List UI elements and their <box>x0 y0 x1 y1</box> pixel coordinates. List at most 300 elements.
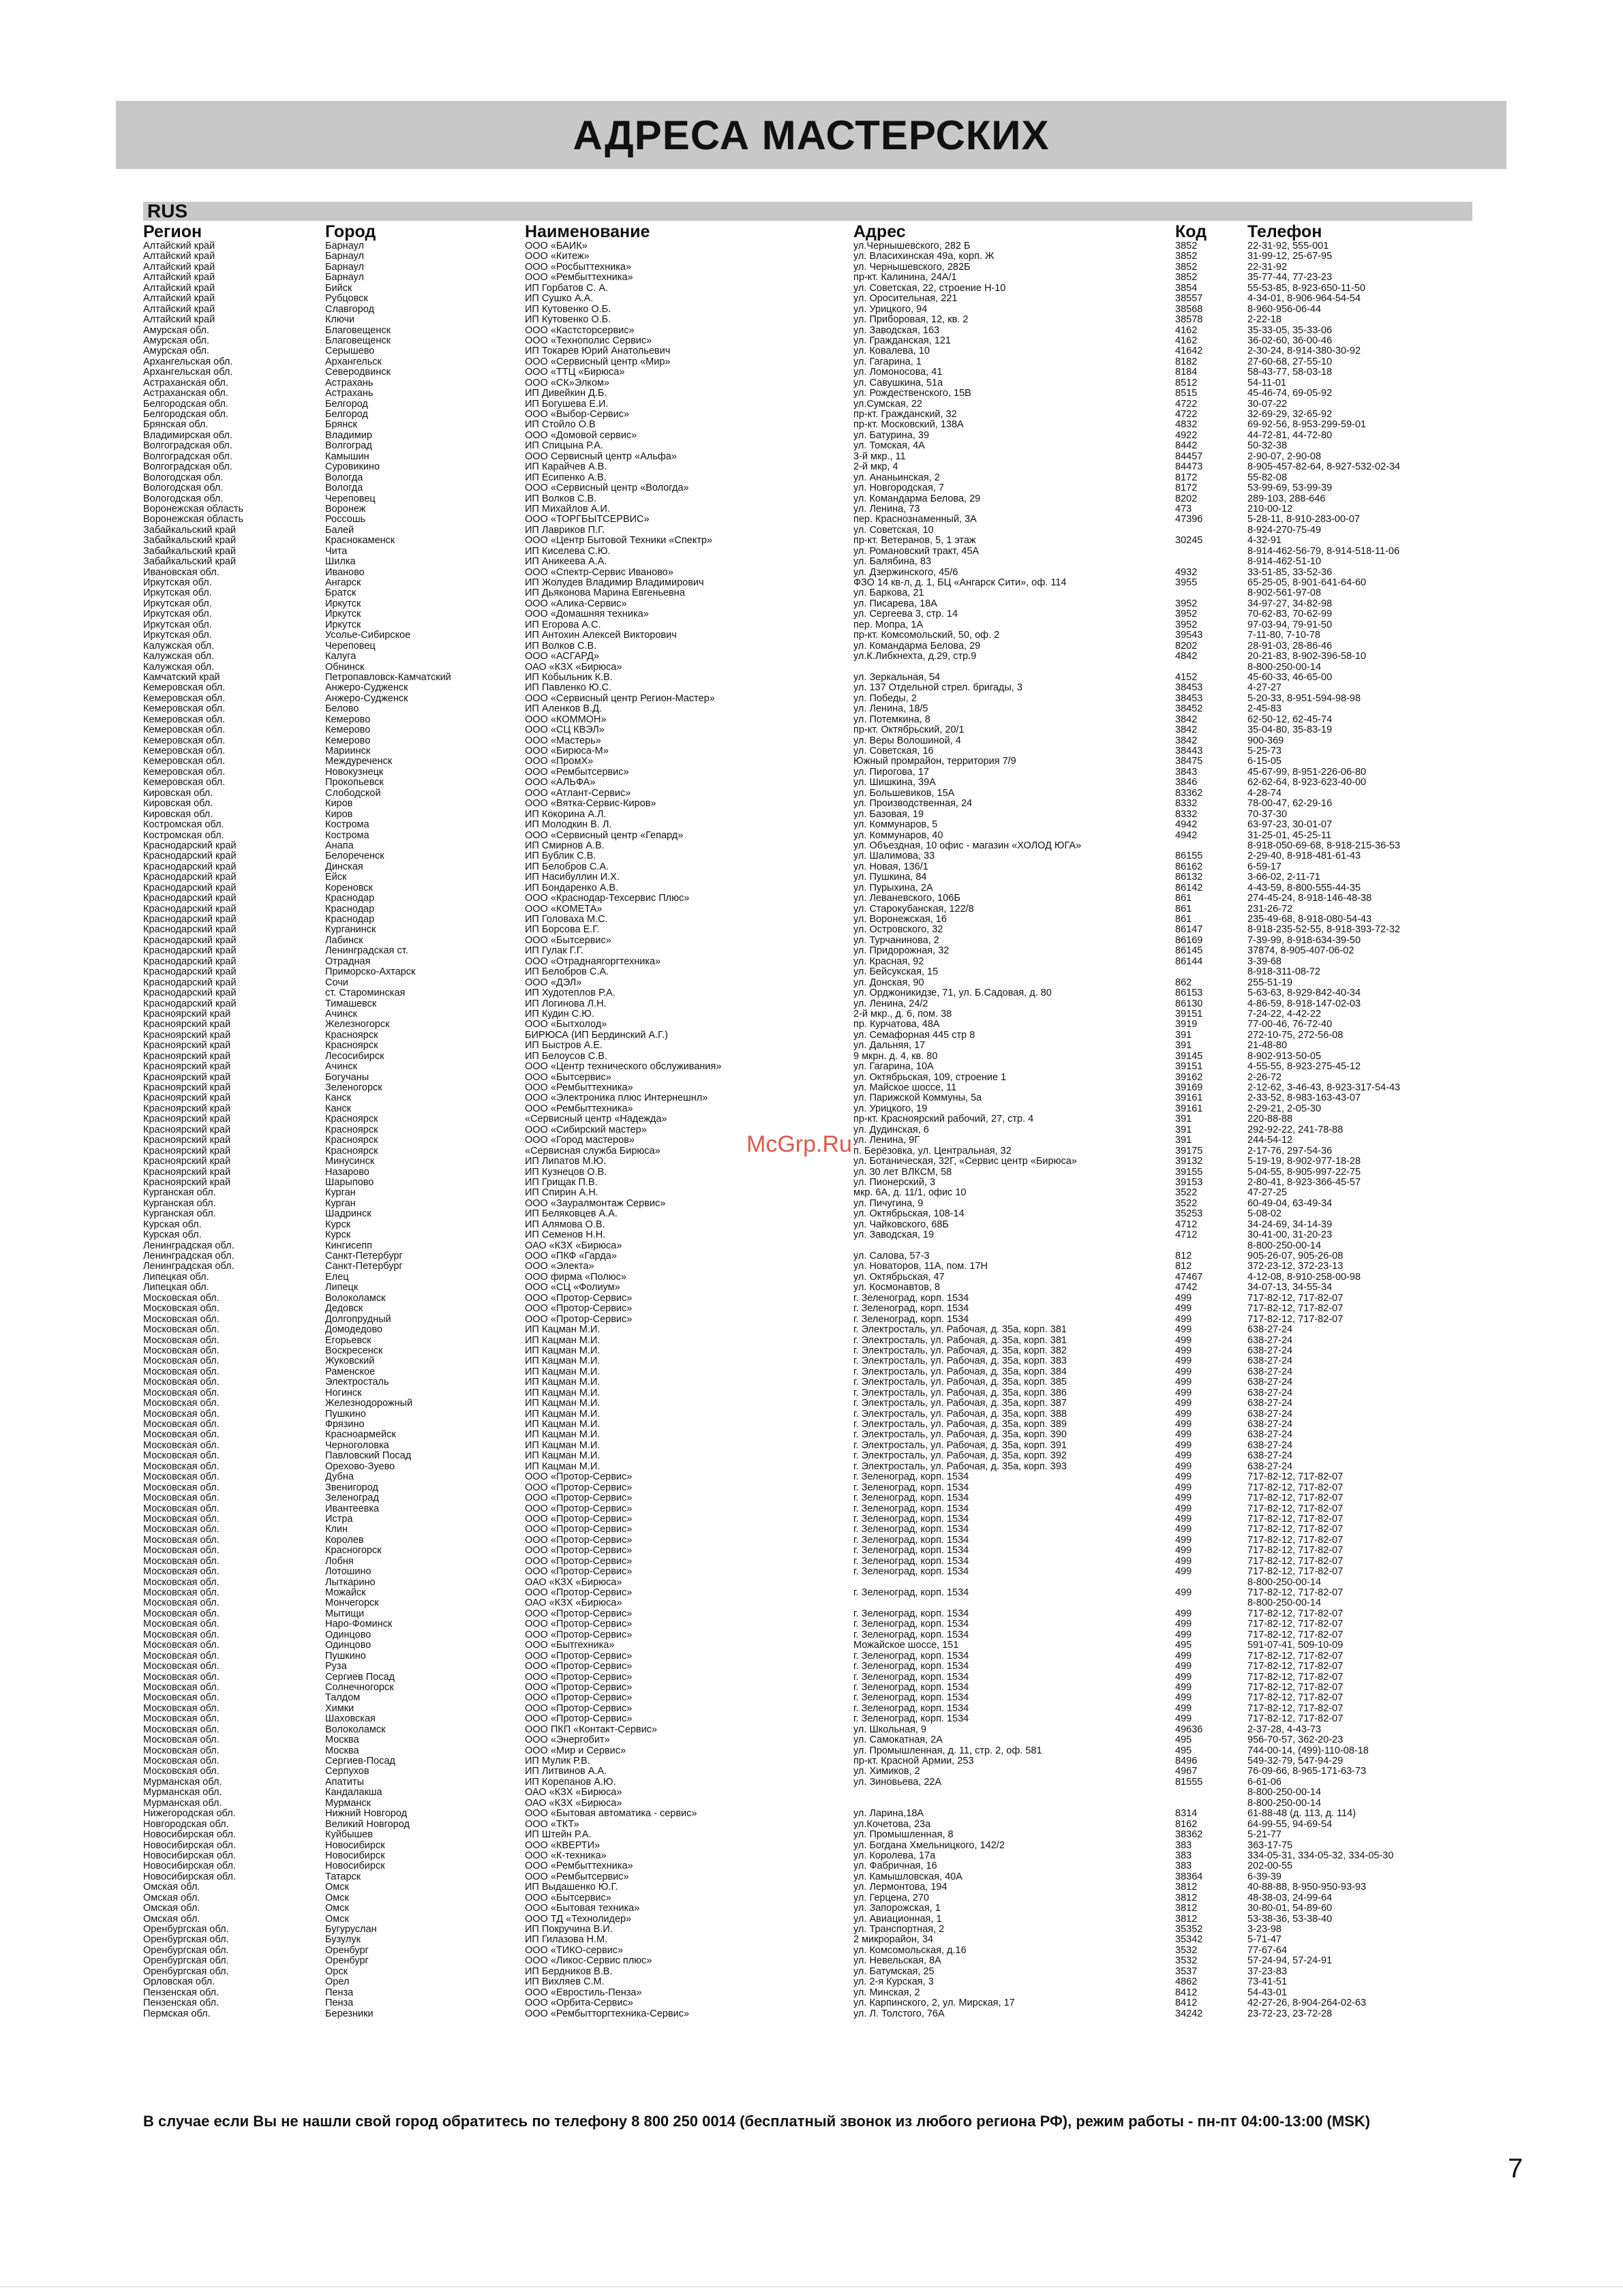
cell-phone: 717-82-12, 717-82-07 <box>1247 1662 1344 1672</box>
cell-phone: 4-12-08, 8-910-258-00-98 <box>1247 1272 1361 1283</box>
cell-address: ул. Новаторов, 11А, пом. 17Н <box>853 1261 988 1272</box>
cell-address: г. Электросталь, ул. Рабочая, д. 35а, корп. 381 <box>853 1335 1067 1346</box>
cell-region: Красноярский край <box>143 1072 231 1083</box>
cell-address: ул. Командарма Белова, 29 <box>853 641 981 652</box>
cell-address: пер. Мопра, 1А <box>853 619 924 630</box>
cell-name: ИП Покручина В.И. <box>525 1925 613 1935</box>
cell-city: Ачинск <box>325 1009 357 1020</box>
cell-region: Красноярский край <box>143 1020 231 1030</box>
cell-name: ОАО «КЗХ «Бирюса» <box>525 1798 622 1809</box>
cell-name: ИП Гулак Г.Г. <box>525 946 583 957</box>
cell-region: Краснодарский край <box>143 861 237 872</box>
cell-name: ИП Сушко А.А. <box>525 294 594 305</box>
cell-region: Московская обл. <box>143 1430 219 1441</box>
cell-region: Оренбургская обл. <box>143 1935 229 1946</box>
table-row <box>143 431 1472 441</box>
cell-region: Московская обл. <box>143 1608 219 1619</box>
table-row <box>143 462 1472 472</box>
cell-address: г. Зеленоград, корп. 1534 <box>853 1472 969 1483</box>
cell-address: г. Зеленоград, корп. 1534 <box>853 1293 969 1304</box>
cell-phone: 905-26-07, 905-26-08 <box>1247 1251 1344 1261</box>
cell-code: 86155 <box>1175 851 1203 862</box>
cell-city: Кореновск <box>325 883 373 893</box>
cell-name: ОАО «КЗХ «Бирюса» <box>525 1788 622 1798</box>
cell-address: пер. Краснознаменный, 3А <box>853 515 977 525</box>
cell-city: Одинцово <box>325 1640 371 1651</box>
cell-code <box>1175 1578 1247 1588</box>
cell-region: Кемеровская обл. <box>143 725 226 736</box>
cell-address: ул. Гражданская, 121 <box>853 335 951 346</box>
cell-name: ООО «Рембыттехника» <box>525 273 633 284</box>
cell-name: ООО «Протор-Сервис» <box>525 1662 633 1672</box>
cell-name: ООО «Сибирский мастер» <box>525 1124 647 1135</box>
cell-address: г. Зеленоград, корп. 1534 <box>853 1525 969 1535</box>
cell-address: п. Берёзовка, ул. Центральная, 32 <box>853 1146 1012 1157</box>
table-row <box>143 1841 1472 1851</box>
cell-code: 499 <box>1175 1451 1192 1462</box>
cell-name: ИП Дьяконова Марина Евгеньевна <box>525 588 685 599</box>
cell-region: Московская обл. <box>143 1409 219 1420</box>
cell-address: ул. Ленина, 18/5 <box>853 704 928 715</box>
cell-address: ул. Чайковского, 68Б <box>853 1219 949 1230</box>
cell-city: Лыткарино <box>325 1577 376 1588</box>
cell-region: Московская обл. <box>143 1714 219 1725</box>
cell-city: Новосибирск <box>325 1850 385 1861</box>
cell-address: ул. Семафорная 445 стр 8 <box>853 1030 975 1041</box>
cell-name: ИП Смирнов А.В. <box>525 840 605 851</box>
cell-name: ООО «Сервисный центр Регион-Мастер» <box>525 693 715 704</box>
cell-phone: 272-10-75, 272-56-08 <box>1247 1030 1344 1041</box>
cell-city: Елец <box>325 1272 349 1283</box>
cell-region: Кемеровская обл. <box>143 767 226 778</box>
cell-phone: 45-46-74, 69-05-92 <box>1247 388 1333 399</box>
cell-address: г. Зеленоград, корп. 1534 <box>853 1556 969 1567</box>
cell-region: Курганская обл. <box>143 1198 216 1209</box>
cell-address: ул. Власихинская 49а, корп. Ж <box>853 251 995 262</box>
cell-name: ООО «Росбыттехника» <box>525 262 632 273</box>
cell-code <box>1175 1798 1247 1809</box>
cell-phone: 717-82-12, 717-82-07 <box>1247 1493 1344 1504</box>
cell-address: ул. Сергеева 3, стр. 14 <box>853 609 958 620</box>
cell-phone: 45-67-99, 8-951-226-06-80 <box>1247 767 1367 778</box>
cell-address: ул. Гагарина, 1 <box>853 356 922 367</box>
cell-region: Краснодарский край <box>143 904 237 915</box>
cell-code: 499 <box>1175 1567 1192 1578</box>
cell-name: ИП Кацман М.И. <box>525 1409 601 1420</box>
cell-city: Чита <box>325 546 348 557</box>
cell-code: 86130 <box>1175 998 1203 1009</box>
cell-address: ул. Дзержинского, 45/6 <box>853 567 958 578</box>
cell-phone: 591-07-41, 509-10-09 <box>1247 1640 1344 1651</box>
cell-city: Северодвинск <box>325 367 391 378</box>
cell-code: 3842 <box>1175 735 1198 746</box>
cell-phone: 638-27-24 <box>1247 1461 1293 1472</box>
cell-phone: 717-82-12, 717-82-07 <box>1247 1703 1344 1714</box>
cell-address: пр-кт. Ветеранов, 5, 1 этаж <box>853 536 976 547</box>
cell-city: Краснокаменск <box>325 536 395 547</box>
cell-region: Краснодарский край <box>143 977 237 988</box>
table-row <box>143 388 1472 399</box>
cell-address: ул. Потемкина, 8 <box>853 714 930 725</box>
cell-region: Кемеровская обл. <box>143 778 226 789</box>
cell-address: ул. Веры Волошиной, 4 <box>853 735 961 746</box>
cell-city: Москва <box>325 1735 359 1746</box>
cell-region: Краснодарский край <box>143 851 237 862</box>
cell-city: Мытищи <box>325 1608 365 1619</box>
cell-region: Московская обл. <box>143 1314 219 1325</box>
cell-code: 35253 <box>1175 1209 1203 1220</box>
cell-code: 38578 <box>1175 315 1203 326</box>
cell-city: Слободской <box>325 788 381 799</box>
cell-code: 8412 <box>1175 1987 1198 1998</box>
table-row <box>143 1398 1472 1409</box>
table-row <box>143 767 1472 778</box>
cell-phone: 274-45-24, 8-918-146-48-38 <box>1247 893 1372 904</box>
cell-phone: 4-28-74 <box>1247 788 1281 799</box>
cell-city: Дедовск <box>325 1304 363 1315</box>
cell-address: г. Зеленоград, корп. 1534 <box>853 1714 969 1725</box>
table-row <box>143 1861 1472 1871</box>
table-row <box>143 326 1472 336</box>
cell-phone: 3-23-98 <box>1247 1925 1281 1935</box>
cell-phone: 231-26-72 <box>1247 904 1293 915</box>
table-row <box>143 536 1472 546</box>
cell-name: ООО «Отраднаягоргтехника» <box>525 956 661 967</box>
cell-code: 391 <box>1175 1114 1192 1125</box>
cell-address: ул. Балябина, 83 <box>853 557 932 568</box>
cell-region: Костромская обл. <box>143 830 224 841</box>
cell-code: 47467 <box>1175 1272 1203 1283</box>
cell-address <box>853 1788 1175 1798</box>
cell-code: 4722 <box>1175 410 1198 420</box>
table-row <box>143 725 1472 735</box>
cell-name: ООО «Протор-Сервис» <box>525 1493 633 1504</box>
cell-name: ООО «Бытхолод» <box>525 1020 607 1030</box>
cell-address: ул. Воронежская, 16 <box>853 915 947 925</box>
cell-city: Красноярск <box>325 1030 378 1041</box>
cell-code: 3522 <box>1175 1198 1198 1209</box>
cell-address: пр-кт. Московский, 138А <box>853 420 964 431</box>
cell-address: ул. Леваневского, 106Б <box>853 893 960 904</box>
cell-name: ИП Спирин А.Н. <box>525 1188 598 1199</box>
table-row <box>143 1188 1472 1198</box>
cell-city: Вологда <box>325 483 363 494</box>
cell-city: Пушкино <box>325 1409 366 1420</box>
cell-city: Анжеро-Судженск <box>325 683 408 694</box>
cell-region: Московская обл. <box>143 1514 219 1525</box>
cell-region: Московская обл. <box>143 1503 219 1514</box>
cell-name: ИП Аленков В.Д. <box>525 704 602 715</box>
cell-city: Санкт-Петербург <box>325 1261 403 1272</box>
table-row <box>143 1420 1472 1430</box>
table-row <box>143 262 1472 273</box>
cell-phone: 8-800-250-00-14 <box>1247 662 1322 673</box>
cell-code: 30245 <box>1175 536 1203 547</box>
cell-region: Красноярский край <box>143 1135 231 1146</box>
cell-name: ООО «Выбор-Сервис» <box>525 410 630 420</box>
cell-phone: 717-82-12, 717-82-07 <box>1247 1672 1344 1683</box>
cell-phone: 2-29-21, 2-05-30 <box>1247 1103 1322 1114</box>
cell-address: ул. Шалимова, 33 <box>853 851 935 862</box>
cell-city: Брянск <box>325 420 357 431</box>
cell-address: ул. Батумская, 25 <box>853 1966 935 1977</box>
cell-region: Краснодарский край <box>143 998 237 1009</box>
cell-phone: 8-960-956-06-44 <box>1247 304 1322 315</box>
cell-name: ООО «Протор-Сервис» <box>525 1651 633 1662</box>
cell-code: 8172 <box>1175 483 1198 494</box>
cell-address: ул. Большевиков, 15А <box>853 788 955 799</box>
cell-name: ООО «АСГАРД» <box>525 652 599 662</box>
cell-region: Краснодарский край <box>143 925 237 936</box>
cell-name: ООО «Бытгехника» <box>525 1640 615 1651</box>
cell-phone: 76-09-66, 8-965-171-63-73 <box>1247 1766 1367 1777</box>
cell-city: Серпухов <box>325 1766 369 1777</box>
cell-region: Новосибирская обл. <box>143 1830 237 1841</box>
cell-phone: 20-21-83, 8-902-396-58-10 <box>1247 652 1367 662</box>
cell-code: 34242 <box>1175 2008 1203 2019</box>
cell-address: ул. Майское шоссе, 11 <box>853 1083 957 1093</box>
cell-city: Иркутск <box>325 619 361 630</box>
cell-code: 8442 <box>1175 441 1198 452</box>
cell-address: ул. Ленина, 9Г <box>853 1135 920 1146</box>
cell-code: 39175 <box>1175 1146 1203 1157</box>
table-row <box>143 1935 1472 1945</box>
bottom-divider <box>0 2286 1623 2287</box>
cell-address: ул. Баркова, 21 <box>853 588 924 599</box>
cell-region: Алтайский край <box>143 304 215 315</box>
cell-city: ст. Староминская <box>325 988 406 999</box>
cell-name: ООО «Сервисный центр «Вологда» <box>525 483 689 494</box>
cell-region: Московская обл. <box>143 1525 219 1535</box>
cell-region: Московская обл. <box>143 1577 219 1588</box>
table-row <box>143 988 1472 998</box>
cell-code: 499 <box>1175 1409 1192 1420</box>
cell-address: ул. Зиновьева, 22А <box>853 1777 942 1788</box>
cell-code: 3952 <box>1175 609 1198 620</box>
cell-city: Новосибирск <box>325 1861 385 1872</box>
workshops-table <box>143 222 1472 2019</box>
cell-city: Череповец <box>325 493 376 504</box>
cell-code <box>1175 1788 1247 1798</box>
country-section-bar <box>143 202 1472 221</box>
cell-phone: 40-88-88, 8-950-950-93-93 <box>1247 1882 1367 1893</box>
cell-name: ИП Волков С.В. <box>525 493 597 504</box>
cell-phone: 30-07-22 <box>1247 399 1288 410</box>
cell-region: Кемеровская обл. <box>143 714 226 725</box>
cell-address: г. Электросталь, ул. Рабочая, д. 35а, корп. 383 <box>853 1356 1067 1367</box>
cell-name: ИП Бублик С.В. <box>525 851 596 862</box>
cell-city: Шаховская <box>325 1714 376 1725</box>
cell-city: Оренбург <box>325 1945 369 1956</box>
cell-code: 47396 <box>1175 515 1203 525</box>
table-row <box>143 294 1472 304</box>
cell-code: 499 <box>1175 1514 1192 1525</box>
cell-region: Московская обл. <box>143 1619 219 1630</box>
cell-region: Московская обл. <box>143 1398 219 1409</box>
cell-name: ООО «Протор-Сервис» <box>525 1567 633 1578</box>
table-row <box>143 578 1472 588</box>
cell-code: 39161 <box>1175 1103 1203 1114</box>
cell-city: Курск <box>325 1230 351 1241</box>
table-row <box>143 810 1472 820</box>
cell-region: Московская обл. <box>143 1651 219 1662</box>
cell-name: ИП Худотеплов Р.А. <box>525 988 616 999</box>
cell-name: ООО «АЛЬФА» <box>525 778 596 789</box>
cell-code: 8515 <box>1175 388 1198 399</box>
cell-region: Волгоградская обл. <box>143 441 232 452</box>
cell-region: Красноярский край <box>143 1124 231 1135</box>
column-header-address: Адрес <box>853 222 906 241</box>
cell-phone: 8-905-457-82-64, 8-927-532-02-34 <box>1247 462 1401 473</box>
cell-city: Киров <box>325 809 353 820</box>
cell-region: Ивановская обл. <box>143 567 219 578</box>
table-row <box>143 630 1472 641</box>
table-row <box>143 1472 1472 1482</box>
cell-code: 812 <box>1175 1251 1192 1261</box>
cell-region: Московская обл. <box>143 1345 219 1356</box>
cell-name: ИП Кацман М.И. <box>525 1451 601 1462</box>
cell-code: 4742 <box>1175 1283 1198 1294</box>
table-row <box>143 1283 1472 1293</box>
table-row <box>143 872 1472 883</box>
cell-code: 499 <box>1175 1629 1192 1640</box>
cell-address: г. Зеленоград, корп. 1534 <box>853 1304 969 1315</box>
cell-name: БИРЮСА (ИП Бердинский А.Г.) <box>525 1030 668 1041</box>
page-title: АДРЕСА МАСТЕРСКИХ <box>573 112 1050 158</box>
cell-code: 38475 <box>1175 756 1203 767</box>
cell-phone: 638-27-24 <box>1247 1440 1293 1451</box>
cell-city: Красноармейск <box>325 1430 396 1441</box>
cell-name: ООО «Бытовая техника» <box>525 1903 640 1914</box>
cell-code: 499 <box>1175 1714 1192 1725</box>
cell-phone: 638-27-24 <box>1247 1366 1293 1377</box>
cell-name: ООО «ТТЦ «Бирюса» <box>525 367 625 378</box>
table-row <box>143 1546 1472 1556</box>
cell-city: Динская <box>325 861 363 872</box>
table-row <box>143 756 1472 767</box>
cell-city: Одинцово <box>325 1629 371 1640</box>
cell-address: ул. Коммунаров, 5 <box>853 820 938 831</box>
cell-phone: 8-800-250-00-14 <box>1247 1798 1322 1809</box>
cell-address: ул. Советская, 16 <box>853 746 934 756</box>
cell-code: 473 <box>1175 504 1192 515</box>
cell-city: Калуга <box>325 652 357 662</box>
cell-phone: 8-800-250-00-14 <box>1247 1577 1322 1588</box>
cell-name: ИП Есипенко А.В. <box>525 472 607 483</box>
cell-phone: 717-82-12, 717-82-07 <box>1247 1714 1344 1725</box>
cell-phone: 717-82-12, 717-82-07 <box>1247 1546 1344 1557</box>
cell-city: Солнечногорск <box>325 1682 394 1693</box>
cell-code: 3522 <box>1175 1188 1198 1199</box>
cell-city: Тимашевск <box>325 998 377 1009</box>
table-row <box>143 694 1472 704</box>
table-row <box>143 904 1472 915</box>
cell-phone: 549-32-79, 547-94-29 <box>1247 1756 1344 1766</box>
cell-name: ООО «Протор-Сервис» <box>525 1472 633 1483</box>
cell-code <box>1175 1241 1247 1251</box>
cell-region: Красноярский край <box>143 1177 231 1188</box>
cell-name: ИП Кокорина А.Л. <box>525 809 607 820</box>
cell-address: ул.Кочетова, 23а <box>853 1819 931 1830</box>
cell-name: ИП Спицына Р.А. <box>525 441 603 452</box>
cell-city: Воскресенск <box>325 1345 383 1356</box>
cell-address: ул. Невельская, 8А <box>853 1956 941 1967</box>
table-row <box>143 1377 1472 1388</box>
cell-code: 39155 <box>1175 1167 1203 1178</box>
cell-region: Московская обл. <box>143 1693 219 1704</box>
cell-name: ОАО «КЗХ «Бирюса» <box>525 1598 622 1609</box>
cell-region: Курская обл. <box>143 1230 202 1241</box>
cell-city: Звенигород <box>325 1482 378 1493</box>
cell-code: 499 <box>1175 1388 1192 1398</box>
cell-address: ул. Камышловская, 40А <box>853 1871 962 1882</box>
cell-city: Жуковский <box>325 1356 375 1367</box>
cell-address: 3-й мкр., 11 <box>853 451 906 462</box>
cell-name: ООО «Мастерь» <box>525 735 601 746</box>
cell-code: 499 <box>1175 1703 1192 1714</box>
cell-code: 3812 <box>1175 1914 1198 1925</box>
cell-phone: 6-15-05 <box>1247 756 1281 767</box>
cell-region: Красноярский край <box>143 1157 231 1167</box>
cell-phone: 23-72-23, 23-72-28 <box>1247 2008 1333 2019</box>
column-header-code: Код <box>1175 222 1207 241</box>
cell-phone: 5-63-63, 8-929-842-40-34 <box>1247 988 1361 999</box>
cell-address: ул. Урицкого, 94 <box>853 304 928 315</box>
cell-name: ООО «Бытсервис» <box>525 1893 611 1903</box>
cell-name: ИП Карайчев А.В. <box>525 462 607 473</box>
cell-code: 39162 <box>1175 1072 1203 1083</box>
cell-name: «Сервисный центр «Надежда» <box>525 1114 667 1125</box>
cell-address: ул. 30 лет ВЛКСМ, 58 <box>853 1167 952 1178</box>
cell-phone: 638-27-24 <box>1247 1398 1293 1409</box>
cell-name: ИП Павленко Ю.С. <box>525 683 612 694</box>
cell-phone: 50-32-38 <box>1247 441 1288 452</box>
cell-name: ИП Лавриков П.Г. <box>525 525 605 536</box>
cell-phone: 4-55-55, 8-923-275-45-12 <box>1247 1062 1361 1073</box>
cell-code: 499 <box>1175 1525 1192 1535</box>
table-row <box>143 799 1472 809</box>
cell-address: г. Зеленоград, корп. 1534 <box>853 1314 969 1325</box>
cell-region: Красноярский край <box>143 1146 231 1157</box>
cell-address: ул.Сумская, 22 <box>853 399 922 410</box>
cell-name: ООО «Протор-Сервис» <box>525 1703 633 1714</box>
cell-city: Владимир <box>325 430 372 441</box>
cell-city: Орел <box>325 1977 350 1988</box>
cell-region: Мурманская обл. <box>143 1788 222 1798</box>
cell-name: ООО «Атлант-Сервис» <box>525 788 631 799</box>
cell-address: ул. Шишкина, 39А <box>853 778 936 789</box>
cell-name: ООО фирма «Полюс» <box>525 1272 626 1283</box>
cell-city: Пушкино <box>325 1651 366 1662</box>
cell-city: Красноярск <box>325 1135 378 1146</box>
cell-region: Амурская обл. <box>143 335 210 346</box>
cell-code: 495 <box>1175 1640 1192 1651</box>
cell-name: ООО «Домашняя техника» <box>525 609 649 620</box>
cell-name: ООО Сервисный центр «Альфа» <box>525 451 677 462</box>
cell-region: Забайкальский край <box>143 536 237 547</box>
table-row <box>143 1261 1472 1272</box>
cell-code: 39151 <box>1175 1062 1203 1073</box>
table-row <box>143 251 1472 262</box>
table-row <box>143 851 1472 861</box>
cell-phone: 5-04-55, 8-905-997-22-75 <box>1247 1167 1361 1178</box>
cell-city: Кемерово <box>325 714 371 725</box>
cell-code: 8172 <box>1175 472 1198 483</box>
table-row <box>143 673 1472 683</box>
cell-phone: 717-82-12, 717-82-07 <box>1247 1556 1344 1567</box>
cell-phone: 292-92-22, 241-78-88 <box>1247 1124 1344 1135</box>
cell-phone: 8-918-311-08-72 <box>1247 967 1320 978</box>
